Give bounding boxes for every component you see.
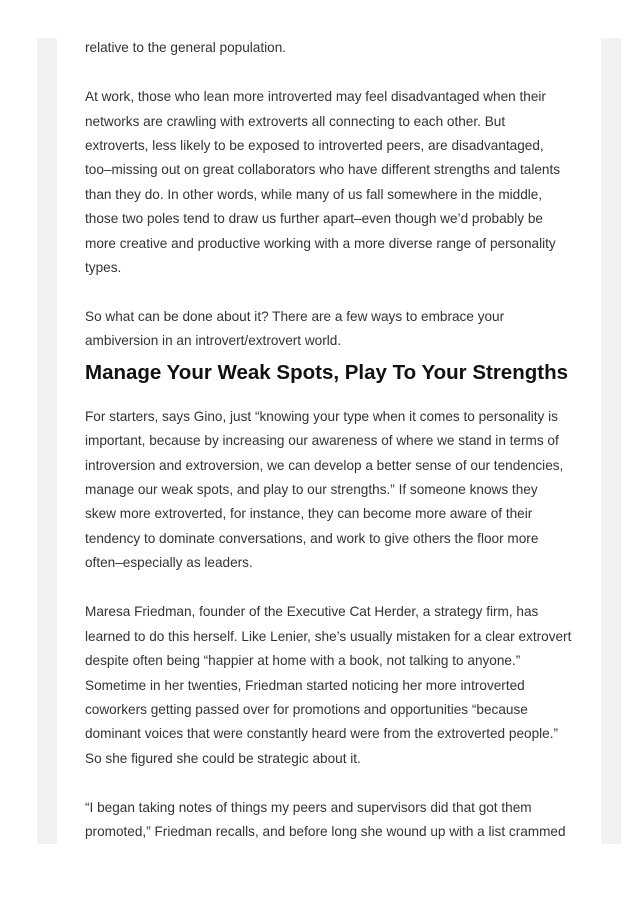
text-line: introversion and extroversion, we can develop a better sense of our tendencies, [85, 457, 564, 473]
text-line: “I began taking notes of things my peers and supervisors did that got them [85, 799, 532, 815]
paragraph-maresa-friedman [85, 600, 585, 771]
left-page-margin [37, 38, 57, 844]
text-line: dominant voices that were constantly heard were from the extroverted people.” [85, 726, 559, 742]
text-line: Sometime in her twenties, Friedman started noticing her more introverted [85, 677, 525, 693]
text-line: too–missing out on great collaborators who have different strengths and talents [85, 162, 561, 178]
text-line: At work, those who lean more introverted may feel disadvantaged when their [85, 89, 546, 105]
text-line: more creative and productive working with a more diverse range of personality [85, 235, 556, 251]
paragraph-population [85, 36, 585, 60]
text-line: ambiversion in an introvert/extrovert world. [85, 333, 342, 349]
text-line: For starters, says Gino, just “knowing your type when it comes to personality is [85, 408, 558, 424]
text-line: So what can be done about it? There are a few ways to embrace your [85, 309, 505, 325]
text-line: promoted,” Friedman recalls, and before long she wound up with a list crammed [85, 824, 566, 840]
text-line: types. [85, 259, 122, 275]
text-line: manage our weak spots, and play to our strengths.” If someone knows they [85, 482, 538, 498]
text-line: than they do. In other words, while many of us fall somewhere in the middle, [85, 186, 543, 202]
article-body [85, 36, 585, 845]
text-line: extroverts, less likely to be exposed to introverted peers, are disadvantaged, [85, 137, 544, 153]
paragraph-for-starters [85, 405, 585, 576]
paragraph-quote-taking-notes [85, 796, 585, 845]
text-line: important, because by increasing our awareness of where we stand in terms of [85, 433, 559, 449]
paragraph-what-can-be-done [85, 305, 585, 354]
text-line: networks are crawling with extroverts all connecting to each other. But [85, 113, 506, 129]
section-heading: Manage Your Weak Spots, Play To Your Strengths [85, 360, 568, 384]
text-line: despite often being “happier at home with a book, not talking to anyone.” [85, 653, 521, 669]
right-page-margin [601, 38, 621, 844]
text-line: learned to do this herself. Like Lenier, she’s usually mistaken for a clear extrovert [85, 628, 572, 644]
text-line: skew more extroverted, for instance, they can become more aware of their [85, 506, 533, 522]
text-line: Maresa Friedman, founder of the Executive Cat Herder, a strategy firm, has [85, 604, 539, 620]
text-line: relative to the general population. [85, 40, 287, 55]
paragraph-at-work [85, 85, 585, 280]
text-line: tendency to dominate conversations, and work to give others the floor more [85, 530, 539, 546]
text-line: often–especially as leaders. [85, 555, 253, 571]
text-line: So she figured she could be strategic about it. [85, 750, 361, 766]
text-line: those two poles tend to draw us further apart–even though we’d probably be [85, 211, 543, 227]
text-line: coworkers getting passed over for promotions and opportunities “because [85, 702, 528, 717]
